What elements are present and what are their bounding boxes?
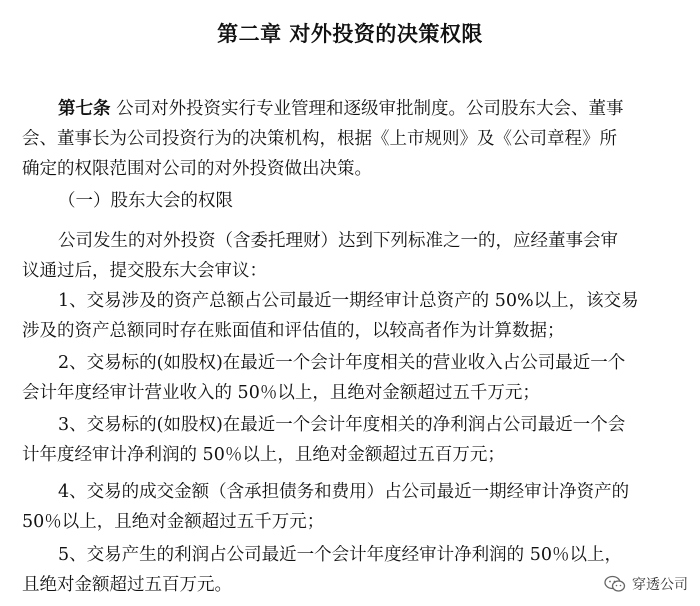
item-4-line-1: 4、交易的成交金额（含承担债务和费用）占公司最近一期经审计净资产的 bbox=[58, 482, 630, 502]
item-3-line-1: 3、交易标的(如股权)在最近一个会计年度相关的净利润占公司最近一个会 bbox=[58, 415, 626, 435]
item-4-line-2: 50％以上，且绝对金额超过五千万元； bbox=[22, 512, 325, 532]
item-5-line-2: 且绝对金额超过五百万元。 bbox=[22, 575, 232, 595]
wechat-icon bbox=[604, 575, 626, 593]
chapter-title: 第二章 对外投资的决策权限 bbox=[217, 21, 483, 46]
intro-paragraph bbox=[22, 226, 682, 286]
item-5-paragraph bbox=[22, 540, 682, 600]
section-heading-paragraph bbox=[22, 186, 682, 216]
article-7-line-2: 会、董事长为公司投资行为的决策机构，根据《上市规则》及《公司章程》所 bbox=[22, 129, 617, 149]
item-2-line-2: 会计年度经审计营业收入的 50％以上，且绝对金额超过五千万元； bbox=[22, 383, 540, 403]
item-1-line-2: 涉及的资产总额同时存在账面值和评估值的，以较高者作为计算数据； bbox=[22, 321, 565, 341]
item-1-line-1: 1、交易涉及的资产总额占公司最近一期经审计总资产的 50%以上，该交易 bbox=[58, 291, 639, 311]
article-number: 第七条 bbox=[58, 99, 111, 119]
watermark-text: 穿透公司 bbox=[632, 577, 688, 593]
item-3-paragraph bbox=[22, 410, 682, 470]
article-7-paragraph bbox=[22, 94, 682, 184]
section-heading: （一）股东大会的权限 bbox=[58, 191, 233, 211]
article-7-line-1: 第七条 公司对外投资实行专业管理和逐级审批制度。公司股东大会、董事 bbox=[58, 99, 624, 119]
intro-line-1: 公司发生的对外投资（含委托理财）达到下列标准之一的，应经董事会审 bbox=[58, 231, 618, 251]
item-4-paragraph bbox=[22, 477, 682, 537]
item-2-paragraph bbox=[22, 348, 682, 408]
item-3-line-2: 计年度经审计净利润的 50％以上，且绝对金额超过五百万元； bbox=[22, 445, 505, 465]
article-7-line-3: 确定的权限范围对公司的对外投资做出决策。 bbox=[22, 159, 372, 179]
item-2-line-1: 2、交易标的(如股权)在最近一个会计年度相关的营业收入占公司最近一个 bbox=[58, 353, 626, 373]
item-1-paragraph bbox=[22, 286, 682, 346]
watermark bbox=[604, 574, 688, 594]
item-5-line-1: 5、交易产生的利润占公司最近一个会计年度经审计净利润的 50％以上， bbox=[58, 545, 622, 565]
intro-line-2: 议通过后，提交股东大会审议： bbox=[22, 261, 267, 281]
